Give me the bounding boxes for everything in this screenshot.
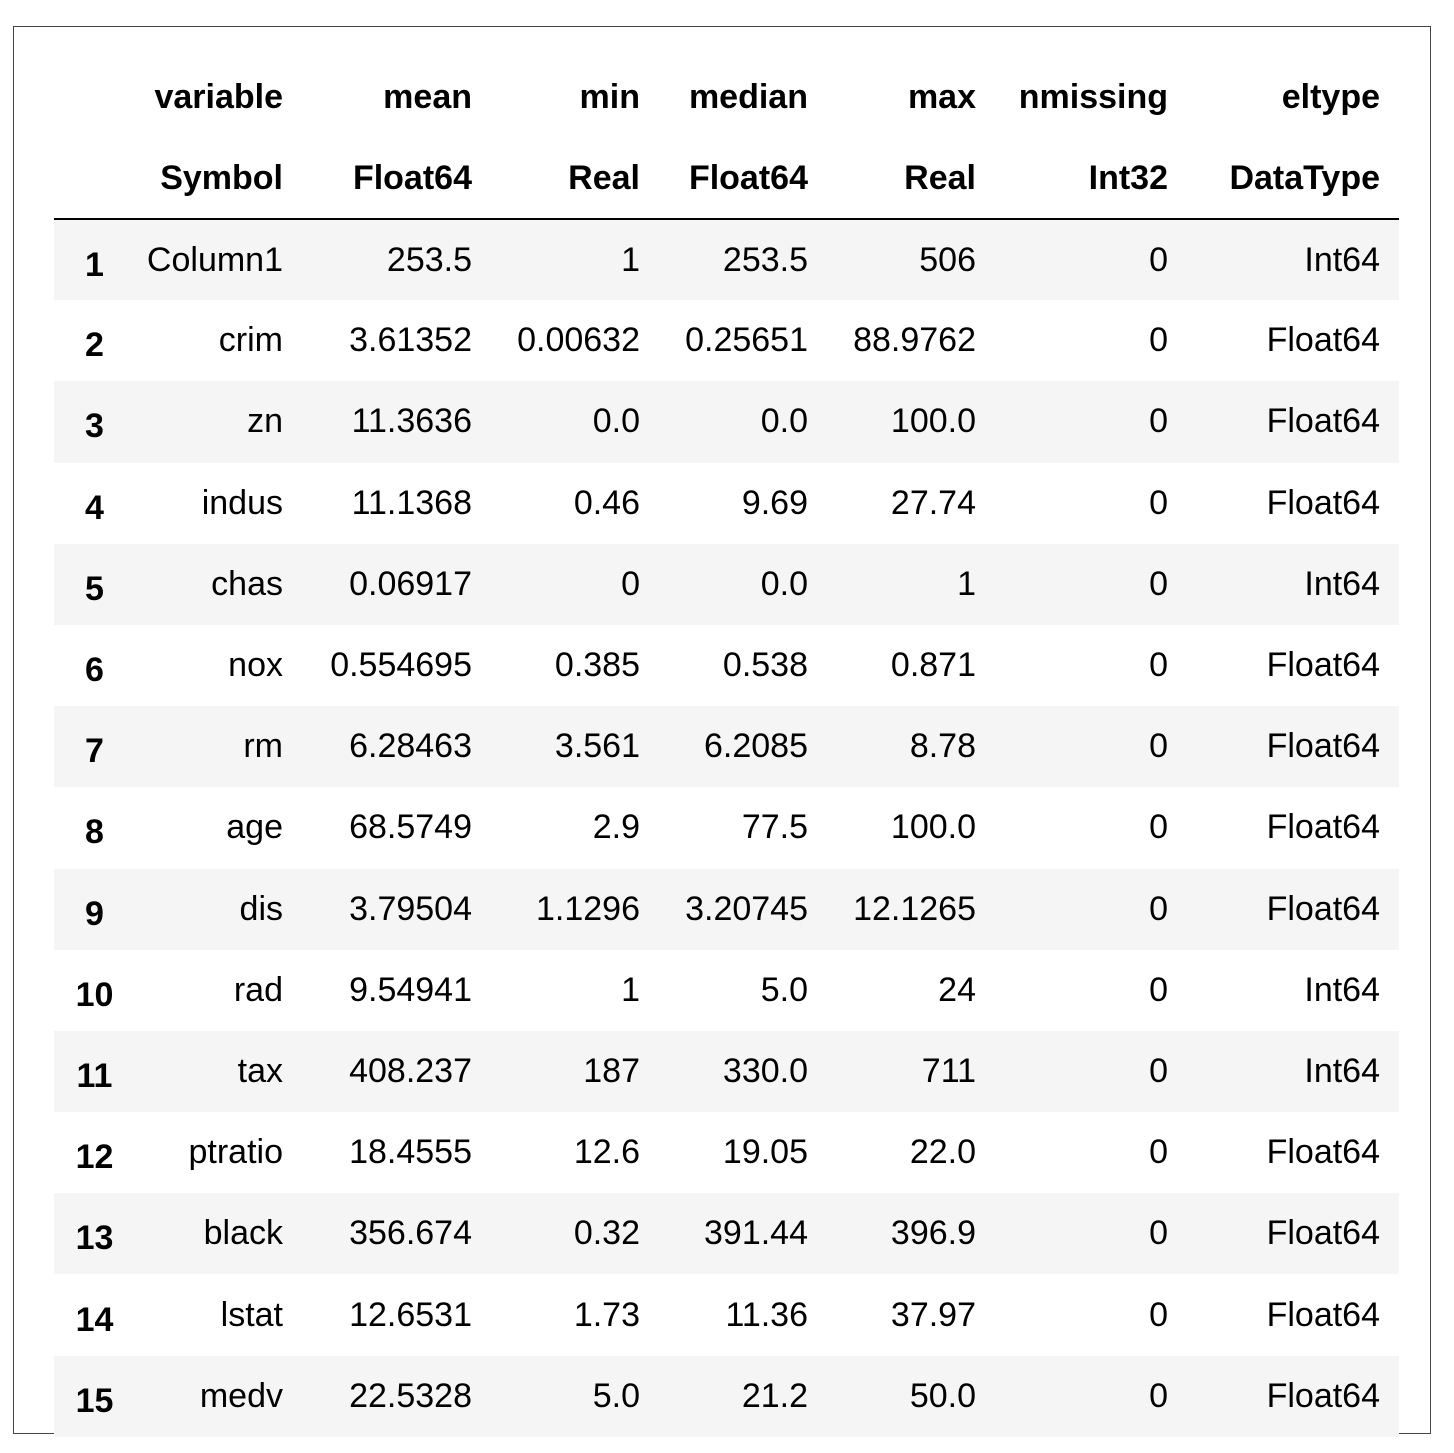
row-index-label: 13 <box>75 1219 114 1258</box>
cell-min: 1 <box>621 970 640 1009</box>
cell-median: 21.2 <box>741 1376 808 1415</box>
cell-nmissing: 0 <box>1149 1133 1168 1172</box>
cell-variable: nox <box>228 646 283 685</box>
cell-median: 3.20745 <box>685 889 808 928</box>
cell-min: 187 <box>583 1051 640 1090</box>
cell-median: 19.05 <box>722 1133 808 1172</box>
cell-nmissing: 0 <box>1149 1376 1168 1415</box>
dataframe-table <box>54 57 1399 1437</box>
row-index-label: 14 <box>75 1300 114 1339</box>
cell-max: 1 <box>957 564 976 603</box>
row-index-label: 1 <box>85 245 104 284</box>
table-row <box>54 1031 1399 1112</box>
cell-min: 1.73 <box>573 1295 640 1334</box>
cell-min: 0.0 <box>592 402 640 441</box>
cell-variable: tax <box>237 1051 283 1090</box>
row-index-label: 7 <box>85 732 104 771</box>
table-row <box>54 1274 1399 1355</box>
cell-mean: 3.61352 <box>349 321 472 360</box>
cell-eltype: Float64 <box>1266 1376 1380 1415</box>
cell-mean: 356.674 <box>349 1214 472 1253</box>
cell-max: 100.0 <box>890 402 976 441</box>
cell-eltype: Float64 <box>1266 646 1380 685</box>
cell-nmissing: 0 <box>1149 970 1168 1009</box>
header-types-row <box>54 138 1399 219</box>
table-row <box>54 219 1399 300</box>
row-index <box>54 1031 135 1112</box>
cell-median: 0.25651 <box>685 321 808 360</box>
cell-max: 50.0 <box>909 1376 976 1415</box>
cell-max: 711 <box>921 1051 976 1090</box>
cell-max: 8.78 <box>909 727 976 766</box>
cell-min: 12.6 <box>573 1133 640 1172</box>
cell-max: 396.9 <box>890 1214 976 1253</box>
cell-median: 77.5 <box>741 808 808 847</box>
cell-mean: 68.5749 <box>349 808 472 847</box>
table-row <box>54 381 1399 462</box>
cell-eltype: Float64 <box>1266 1214 1380 1253</box>
cell-variable: lstat <box>220 1295 283 1334</box>
cell-min: 1 <box>621 240 640 279</box>
cell-eltype: Int64 <box>1304 564 1380 603</box>
cell-mean: 3.79504 <box>349 889 472 928</box>
cell-eltype: Float64 <box>1266 483 1380 522</box>
cell-nmissing: 0 <box>1149 402 1168 441</box>
cell-variable: Column1 <box>146 240 283 279</box>
cell-eltype: Int64 <box>1304 1051 1380 1090</box>
cell-max: 37.97 <box>890 1295 976 1334</box>
type-variable: Symbol <box>135 138 302 219</box>
cell-min: 5.0 <box>592 1376 640 1415</box>
cell-variable: chas <box>211 564 283 603</box>
cell-mean: 11.1368 <box>351 483 472 522</box>
header-index <box>54 57 135 138</box>
row-index <box>54 625 135 706</box>
cell-eltype: Int64 <box>1304 240 1380 279</box>
cell-mean: 408.237 <box>349 1051 472 1090</box>
cell-eltype: Float64 <box>1266 727 1380 766</box>
type-max: Real <box>827 138 995 219</box>
cell-nmissing: 0 <box>1149 646 1168 685</box>
table-body <box>54 219 1399 1437</box>
cell-median: 9.69 <box>741 483 808 522</box>
cell-nmissing: 0 <box>1149 889 1168 928</box>
cell-mean: 12.6531 <box>349 1295 472 1334</box>
cell-nmissing: 0 <box>1149 240 1168 279</box>
row-index-label: 8 <box>85 813 104 852</box>
table-header <box>54 57 1399 219</box>
row-index <box>54 463 135 544</box>
cell-mean: 6.28463 <box>349 727 472 766</box>
cell-mean: 22.5328 <box>349 1376 472 1415</box>
cell-variable: black <box>203 1214 283 1253</box>
cell-median: 391.44 <box>704 1214 808 1253</box>
cell-variable: rad <box>233 970 283 1009</box>
row-index-label: 11 <box>76 1056 113 1095</box>
cell-variable: medv <box>199 1376 283 1415</box>
cell-nmissing: 0 <box>1149 1051 1168 1090</box>
cell-median: 330.0 <box>722 1051 808 1090</box>
cell-nmissing: 0 <box>1149 727 1168 766</box>
cell-min: 0 <box>621 564 640 603</box>
cell-min: 2.9 <box>592 808 640 847</box>
cell-variable: indus <box>201 483 283 522</box>
cell-mean: 253.5 <box>386 240 472 279</box>
header-max: max <box>907 78 976 116</box>
type-eltype: DataType <box>1187 138 1399 219</box>
cell-eltype: Float64 <box>1266 889 1380 928</box>
cell-min: 3.561 <box>554 727 640 766</box>
row-index-label: 3 <box>85 407 104 446</box>
cell-eltype: Float64 <box>1266 402 1380 441</box>
cell-max: 100.0 <box>890 808 976 847</box>
cell-variable: zn <box>247 402 283 441</box>
table-row <box>54 706 1399 787</box>
header-eltype: eltype <box>1281 78 1380 116</box>
cell-eltype: Float64 <box>1266 321 1380 360</box>
cell-eltype: Int64 <box>1304 970 1380 1009</box>
cell-nmissing: 0 <box>1149 564 1168 603</box>
cell-mean: 11.3636 <box>351 402 472 441</box>
cell-max: 24 <box>938 970 976 1009</box>
table-row <box>54 950 1399 1031</box>
cell-nmissing: 0 <box>1149 1295 1168 1334</box>
header-nmissing: nmissing <box>1018 78 1168 116</box>
cell-eltype: Float64 <box>1266 1295 1380 1334</box>
row-index-label: 10 <box>75 975 114 1014</box>
cell-max: 22.0 <box>909 1133 976 1172</box>
row-index <box>54 950 135 1031</box>
cell-variable: rm <box>243 727 283 766</box>
cell-median: 11.36 <box>725 1295 808 1334</box>
type-index <box>54 138 135 219</box>
cell-variable: ptratio <box>188 1133 283 1172</box>
row-index <box>54 219 135 300</box>
cell-median: 253.5 <box>722 240 808 279</box>
table-row <box>54 1112 1399 1193</box>
cell-min: 0.32 <box>573 1214 640 1253</box>
cell-nmissing: 0 <box>1149 1214 1168 1253</box>
cell-eltype: Float64 <box>1266 1133 1380 1172</box>
row-index-label: 15 <box>75 1381 114 1420</box>
row-index <box>54 1356 135 1437</box>
cell-nmissing: 0 <box>1149 321 1168 360</box>
row-index-label: 12 <box>75 1138 114 1177</box>
cell-eltype: Float64 <box>1266 808 1380 847</box>
cell-max: 12.1265 <box>853 889 976 928</box>
cell-max: 506 <box>919 240 976 279</box>
type-nmissing: Int32 <box>995 138 1187 219</box>
cell-median: 0.538 <box>722 646 808 685</box>
cell-variable: dis <box>239 889 283 928</box>
header-names-row <box>54 57 1399 138</box>
row-index <box>54 1274 135 1355</box>
cell-nmissing: 0 <box>1149 808 1168 847</box>
type-median: Float64 <box>659 138 827 219</box>
row-index-label: 9 <box>85 894 104 933</box>
cell-min: 0.00632 <box>517 321 640 360</box>
header-min: min <box>579 78 640 116</box>
row-index <box>54 381 135 462</box>
row-index-label: 2 <box>85 326 104 365</box>
row-index-label: 4 <box>85 488 104 527</box>
header-variable: variable <box>154 78 283 116</box>
cell-median: 6.2085 <box>704 727 808 766</box>
cell-mean: 0.554695 <box>330 646 472 685</box>
type-mean: Float64 <box>302 138 491 219</box>
cell-min: 1.1296 <box>536 889 640 928</box>
table-row <box>54 869 1399 950</box>
header-mean: mean <box>383 78 472 116</box>
cell-mean: 0.06917 <box>349 564 472 603</box>
row-index-label: 6 <box>85 651 104 690</box>
table-row <box>54 625 1399 706</box>
table-row <box>54 544 1399 625</box>
cell-nmissing: 0 <box>1149 483 1168 522</box>
row-index <box>54 706 135 787</box>
cell-median: 0.0 <box>760 564 808 603</box>
row-index <box>54 1112 135 1193</box>
cell-max: 0.871 <box>890 646 976 685</box>
row-index <box>54 300 135 381</box>
table-row <box>54 463 1399 544</box>
row-index <box>54 787 135 868</box>
cell-median: 5.0 <box>760 970 808 1009</box>
cell-min: 0.46 <box>573 483 640 522</box>
cell-max: 88.9762 <box>853 321 976 360</box>
output-frame <box>13 26 1431 1434</box>
cell-median: 0.0 <box>760 402 808 441</box>
header-median: median <box>688 78 808 116</box>
cell-mean: 18.4555 <box>349 1133 472 1172</box>
table-row <box>54 787 1399 868</box>
table-row <box>54 1356 1399 1437</box>
row-index <box>54 1193 135 1274</box>
cell-variable: crim <box>218 321 283 360</box>
table-row <box>54 1193 1399 1274</box>
cell-min: 0.385 <box>554 646 640 685</box>
table-row <box>54 300 1399 381</box>
type-min: Real <box>491 138 659 219</box>
cell-mean: 9.54941 <box>349 970 472 1009</box>
row-index <box>54 869 135 950</box>
row-index-label: 5 <box>85 569 104 608</box>
row-index <box>54 544 135 625</box>
cell-variable: age <box>226 808 283 847</box>
cell-max: 27.74 <box>890 483 976 522</box>
